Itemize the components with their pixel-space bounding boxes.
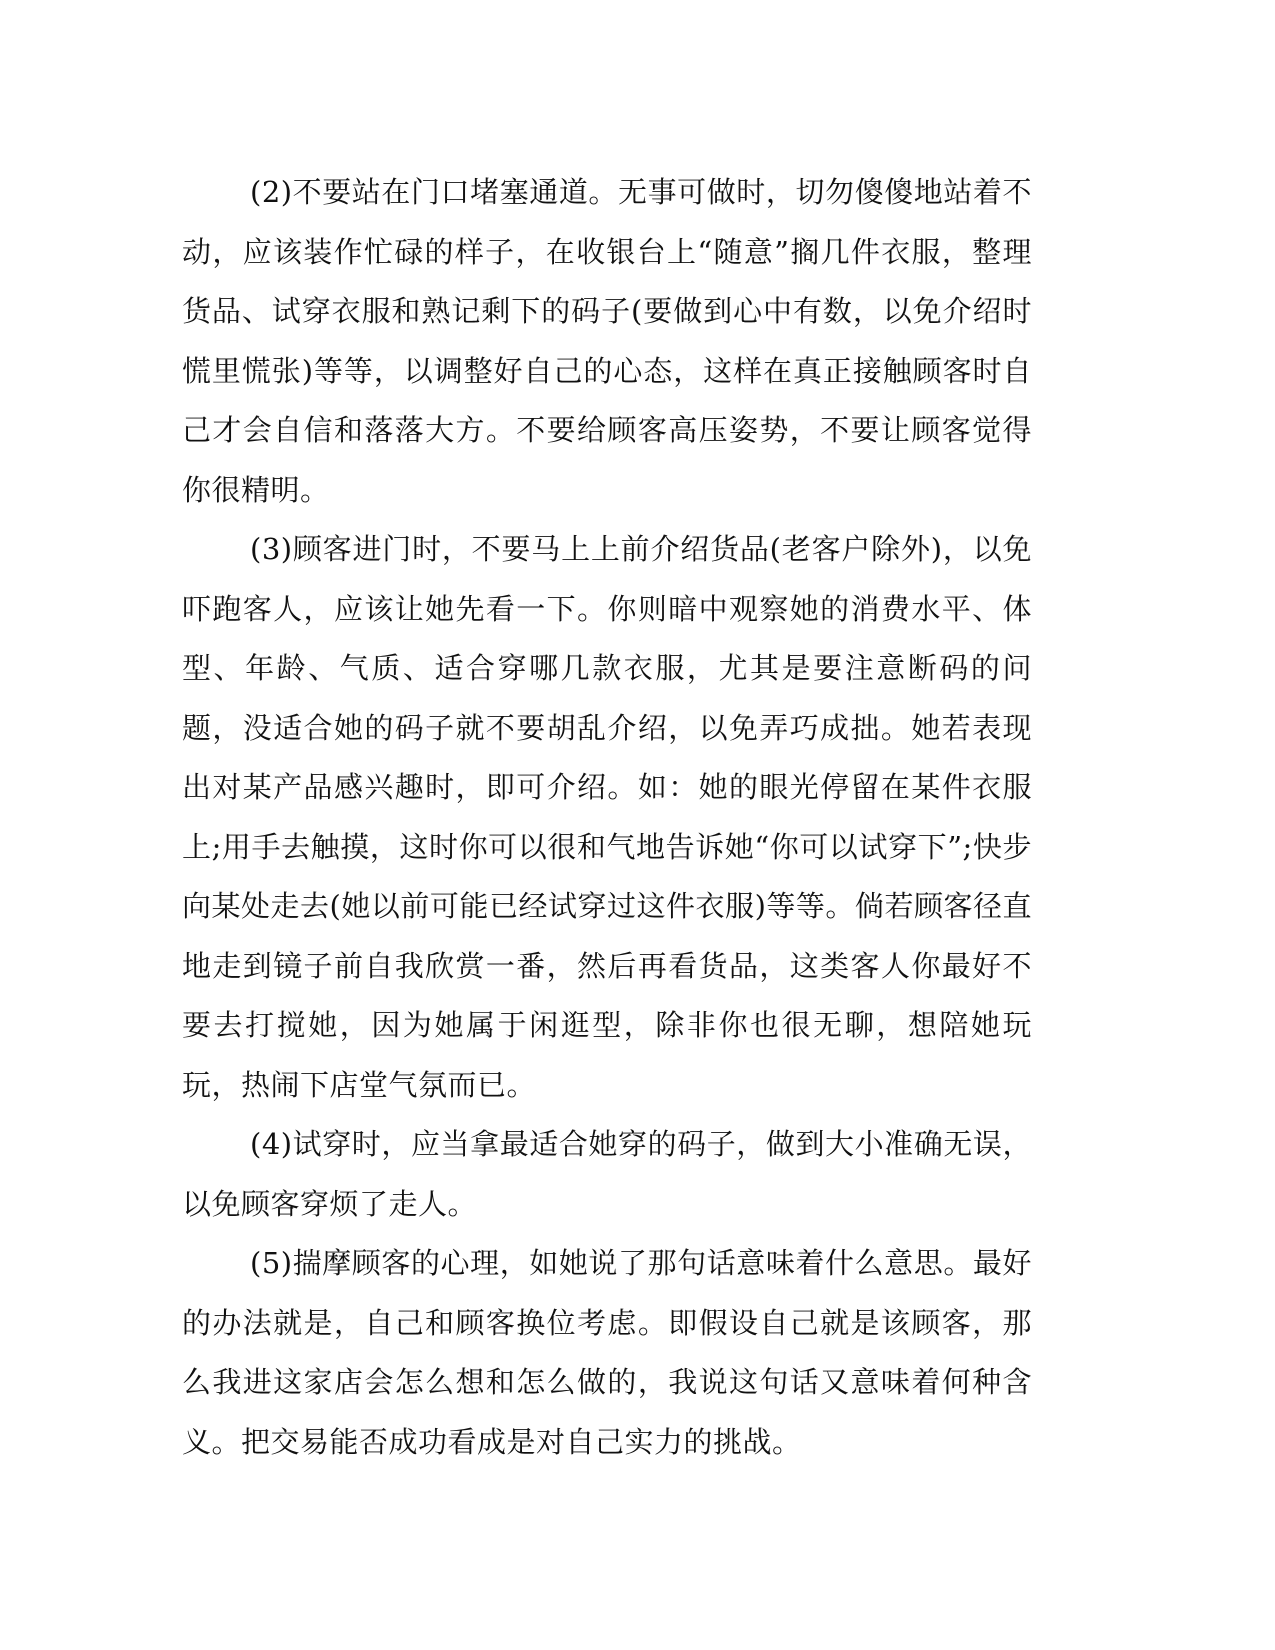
paragraph-5: (5)揣摩顾客的心理，如她说了那句话意味着什么意思。最好的办法就是，自己和顾客换位考虑。即假设自己就是该顾客，那么我进这家店会怎么想和怎么做的，我说这句话又意味着何种含义。把交易能否成功看成是对自己实力的挑战。 (182, 1246, 1032, 1459)
paragraph-3: (3)顾客进门时，不要马上上前介绍货品(老客户除外)，以免吓跑客人，应该让她先看一下。你则暗中观察她的消费水平、体型、年龄、气质、适合穿哪几款衣服，尤其是要注意断码的问题，没适合她的码子就不要胡乱介绍，以免弄巧成拙。她若表现出对某产品感兴趣时，即可介绍。如：她的眼光停留在某件衣服上;用手去触摸，这时你可以很和气地告诉她“你可以试穿下”;快步向某处走去(她以前可能已经试穿过这件衣服)等等。倘若顾客径直地走到镜子前自我欣赏一番，然后再看货品，这类客人你最好不要去打搅她，因为她属于闲逛型，除非你也很无聊，想陪她玩玩，热闹下店堂气氛而已。 (182, 532, 1032, 1102)
paragraph-2: (2)不要站在门口堵塞通道。无事可做时，切勿傻傻地站着不动，应该装作忙碌的样子，在收银台上“随意”搁几件衣服，整理货品、试穿衣服和熟记剩下的码子(要做到心中有数，以免介绍时慌里慌张)等等，以调整好自己的心态，这样在真正接触顾客时自己才会自信和落落大方。不要给顾客高压姿势，不要让顾客觉得你很精明。 (182, 175, 1032, 507)
document-body (182, 163, 1032, 1472)
paragraph-4: (4)试穿时，应当拿最适合她穿的码子，做到大小准确无误，以免顾客穿烦了走人。 (182, 1127, 1032, 1221)
